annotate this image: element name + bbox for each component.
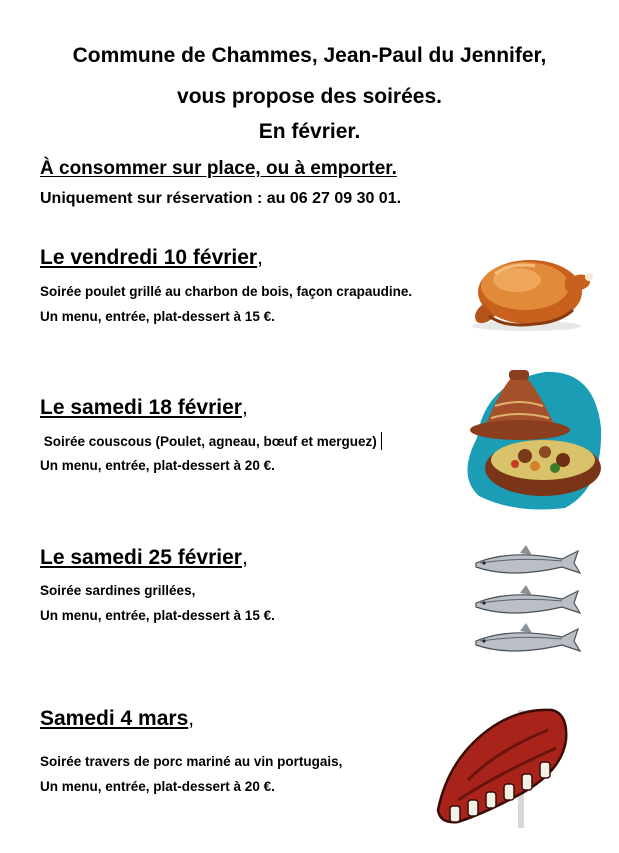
event-price-4: Un menu, entrée, plat-dessert à 20 €.: [40, 779, 275, 794]
event-description-4: Soirée travers de porc mariné au vin portugais,: [40, 754, 343, 769]
text-cursor: [381, 432, 382, 450]
event-description-1: Soirée poulet grillé au charbon de bois, façon crapaudine.: [40, 284, 413, 299]
event-date-comma: ,: [188, 707, 195, 730]
event-description-2: [40, 432, 382, 450]
event-price-3: Un menu, entrée, plat-dessert à 15 €.: [40, 608, 275, 623]
event-date-2: [40, 396, 248, 420]
event-date-1: [40, 246, 263, 270]
sardine-fish-icon: [476, 545, 580, 573]
event-description-3: Soirée sardines grillées,: [40, 583, 196, 598]
event-date-comma: ,: [257, 246, 263, 269]
roast-chicken-icon: [465, 240, 600, 335]
event-price-2: Un menu, entrée, plat-dessert à 20 €.: [40, 458, 275, 473]
event-price-1: Un menu, entrée, plat-dessert à 15 €.: [40, 309, 275, 324]
event-date-4: [40, 707, 194, 731]
event-date-comma: ,: [241, 396, 248, 419]
event-date-text: Le samedi 18 février: [40, 396, 242, 419]
title-line-3: En février.: [258, 120, 361, 143]
event-date-text: Le samedi 25 février: [40, 546, 242, 569]
reservation-note: Uniquement sur réservation : au 06 27 09 30 01.: [40, 190, 402, 207]
event-date-comma: ,: [241, 546, 248, 569]
event-date-text: Le vendredi 10 février: [40, 246, 258, 269]
pork-ribs-icon: [428, 700, 578, 830]
event-date-text: Samedi 4 mars: [40, 707, 189, 730]
title-line-1: Commune de Chammes, Jean-Paul du Jennifer,: [72, 44, 547, 67]
sardine-fish-icon: [476, 585, 580, 613]
event-date-3: [40, 546, 248, 570]
title-line-2: vous propose des soirées.: [177, 85, 442, 108]
sardines-icon: [470, 543, 585, 655]
sardine-fish-icon: [476, 623, 580, 651]
tajine-couscous-icon: [455, 368, 603, 513]
onsite-note: À consommer sur place, ou à emporter.: [40, 158, 397, 179]
event-description-text: Soirée couscous (Poulet, agneau, bœuf et merguez): [40, 434, 377, 449]
